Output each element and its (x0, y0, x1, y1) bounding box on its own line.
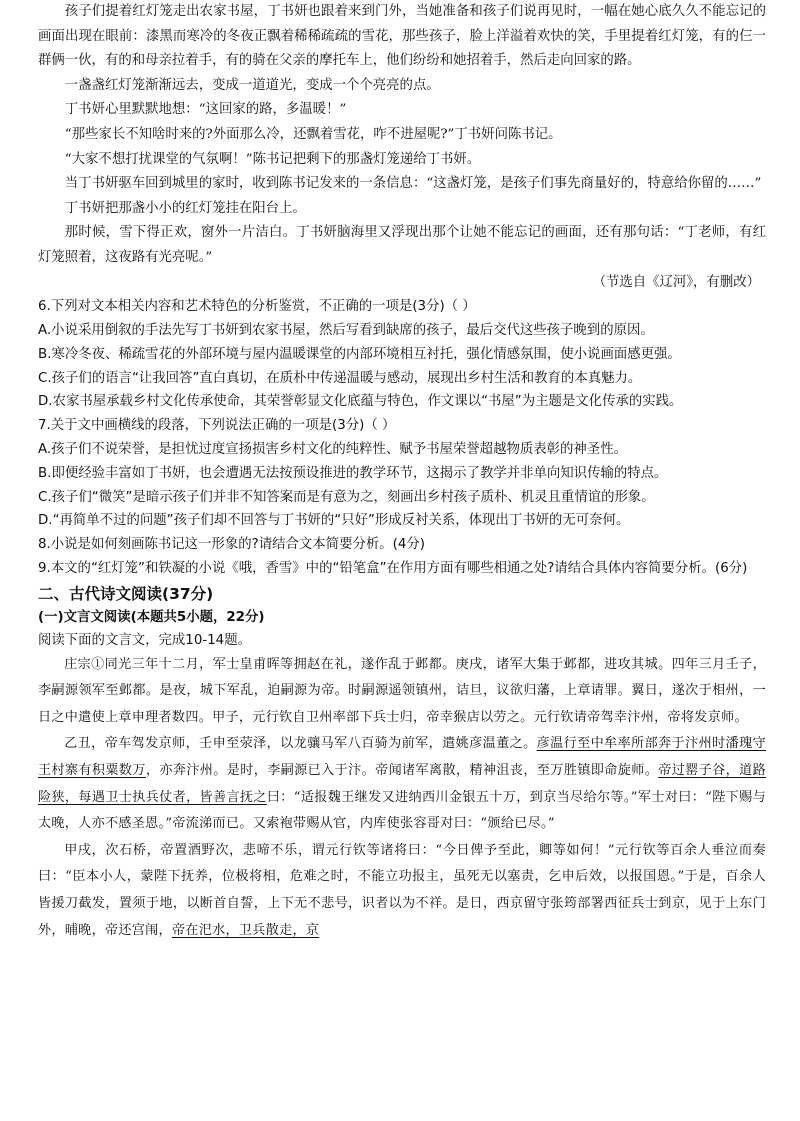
classical-passage (38, 652, 766, 945)
question-6-option-b: B.寒冷冬夜、稀疏雪花的外部环境与屋内温暖课堂的内部环境相互衬托，强化情感氛围，使小说画面感更强。 (38, 346, 681, 362)
story-paragraph: 丁书妍把那盏小小的红灯笼挂在阳台上。 (64, 200, 306, 216)
classical-paragraph-2 (38, 731, 766, 837)
classical-paragraph-1: 庄宗①同光三年十二月，军士皇甫晖等拥赵在礼，遂作乱于邺都。庚戌，诸军大集于邺都，进攻其城。四年三月壬子，李嗣源领军至邺都。是夜，城下军乱，迫嗣源为帝。时嗣源遥领镇州，诘旦，议欲归藩，上章请罪。翼日，遂次于相州，一日之中遣使上章申理者数四。甲子，元行钦自卫州率部下兵士归，帝幸猴店以劳之。元行钦请帝驾幸汴州，帝将发京师。 (38, 656, 766, 725)
classical-paragraph-3 (38, 838, 766, 944)
story-paragraph: “那些家长不知啥时来的?外面那么冷，还飘着雪花，咋不进屋呢?”丁书妍问陈书记。 (64, 126, 562, 142)
text-segment: ，亦奔汴州。是时，李嗣源已入于汴。帝闻诸军离散，精神沮丧，至万胜镇即命旋师。 (145, 763, 659, 779)
question-7-stem: 7.关于文中画横线的段落，下列说法正确的一项是(3分)（ ） (38, 418, 396, 434)
questions-block (38, 295, 766, 581)
story-paragraph: “大家不想打扰课堂的气氛啊！”陈书记把剩下的那盏灯笼递给丁书妍。 (64, 151, 481, 167)
story-paragraph: 当丁书妍驱车回到城里的家时，收到陈书记发来的一条信息：“这盏灯笼，是孩子们事先商量好的，特意给你留的……” (64, 176, 762, 192)
story-paragraph: 一盏盏红灯笼渐渐远去，变成一道道光，变成一个个亮亮的点。 (64, 77, 440, 93)
question-7-option-d: D.“再简单不过的问题”孩子们却不回答与丁书妍的“只好”形成反衬关系，体现出丁书妍的无可奈何。 (38, 513, 630, 529)
underlined-sentence: 帝在汜水，卫兵散走，京 (171, 922, 320, 938)
story-paragraph: 丁书妍心里默默地想：“这回家的路，多温暖！” (64, 102, 347, 118)
section-title: 二、古代诗文阅读(37分) (38, 584, 214, 603)
underlined-sentence: 彦温行至中牟率所部奔于汴州时潘瑰守王村寨有积粟数万 (38, 736, 766, 779)
reading-instruction: 阅读下面的文言文，完成10-14题。 (38, 632, 251, 648)
text-segment: 曰：“适报魏王继发又进纳西川金银五十万，到京当尽给尔等。”军士对曰：“陛下赐与太晚，人亦不感圣恩。”帝流涕而已。又索袍带赐从官，内库使张容哥对曰：“颁给已尽。” (38, 789, 766, 832)
question-9: 9.本文的“红灯笼”和铁凝的小说《哦，香雪》中的“铅笔盒”在作用方面有哪些相通之处?请结合具体内容简要分析。(6分) (38, 560, 748, 576)
question-7-option-c: C.孩子们“微笑”是暗示孩子们并非不知答案而是有意为之，刻画出乡村孩子质朴、机灵且重情谊的形象。 (38, 489, 655, 505)
text-segment: 甲戌，次石桥，帝置酒野次，悲啼不乐，谓元行钦等诸将曰：“今日俾予至此，卿等如何！”元行钦等百余人垂泣而奏曰：“臣本小人，蒙陛下抚养，位极将相，危难之时，不能立功报主，虽死无以塞责，乞申后效，以报国恩。”于是，百余人皆援刀截发，置须于地，以断首自誓，上下无不悲号，识者以为不祥。是日，西京留守张筠部署西征兵士到京，见于上东门外，晡晚，帝还宫闱， (38, 842, 766, 938)
question-6-option-d: D.农家书屋承载乡村文化传承使命，其荣誉彰显文化底蕴与特色，作文课以“书屋”为主题是文化传承的实践。 (38, 394, 683, 410)
question-6-option-c: C.孩子们的语言“让我回答”直白真切，在质朴中传递温暖与感动，展现出乡村生活和教育的本真魅力。 (38, 370, 642, 386)
question-6-stem: 6.下列对文本相关内容和艺术特色的分析鉴赏，不正确的一项是(3分)（ ） (38, 299, 476, 315)
story-paragraph: 那时候，雪下得正欢，窗外一片洁白。丁书妍脑海里又浮现出那个让她不能忘记的画面，还有那句话：“丁老师，有红灯笼照着，这夜路有光亮呢。” (38, 225, 766, 265)
text-segment: 乙丑，帝车驾发京师，壬申至荥泽，以龙骧马军八百骑为前军，遣姚彦温董之。 (64, 736, 537, 752)
question-7-option-b: B.即便经验丰富如丁书妍，也会遭遇无法按预设推进的教学环节，这揭示了教学并非单向知识传输的特点。 (38, 465, 668, 481)
story-source: （节选自《辽河》，有删改） (592, 274, 760, 290)
question-8: 8.小说是如何刻画陈书记这一形象的?请结合文本简要分析。(4分) (38, 537, 426, 553)
underlined-sentence: 帝过罂子谷，道路险狭，每遇卫士执兵仗者，皆善言抚之 (38, 763, 766, 805)
question-7-option-a: A.孩子们不说荣誉，是担忧过度宣扬损害乡村文化的纯粹性、赋予书屋荣誉超越物质表彰的神圣性。 (38, 441, 627, 457)
question-6-option-a: A.小说采用倒叙的手法先写丁书妍到农家书屋，然后写看到缺席的孩子，最后交代这些孩子晚到的原因。 (38, 322, 654, 338)
story-excerpt (38, 0, 766, 295)
story-paragraph: 孩子们提着红灯笼走出农家书屋，丁书妍也跟着来到门外，当她准备和孩子们说再见时，一幅在她心底久久不能忘记的画面出现在眼前：漆黑而寒冷的冬夜正飘着稀稀疏疏的雪花，那些孩子，脸上洋溢着欢快的笑，手里提着红灯笼，有的仨一群俩一伙，有的和母亲拉着手，有的骑在父亲的摩托车上，他们纷纷和她招着手，然后走向回家的路。 (38, 4, 766, 69)
subsection-title: (一)文言文阅读(本题共5小题，22分) (38, 609, 265, 625)
